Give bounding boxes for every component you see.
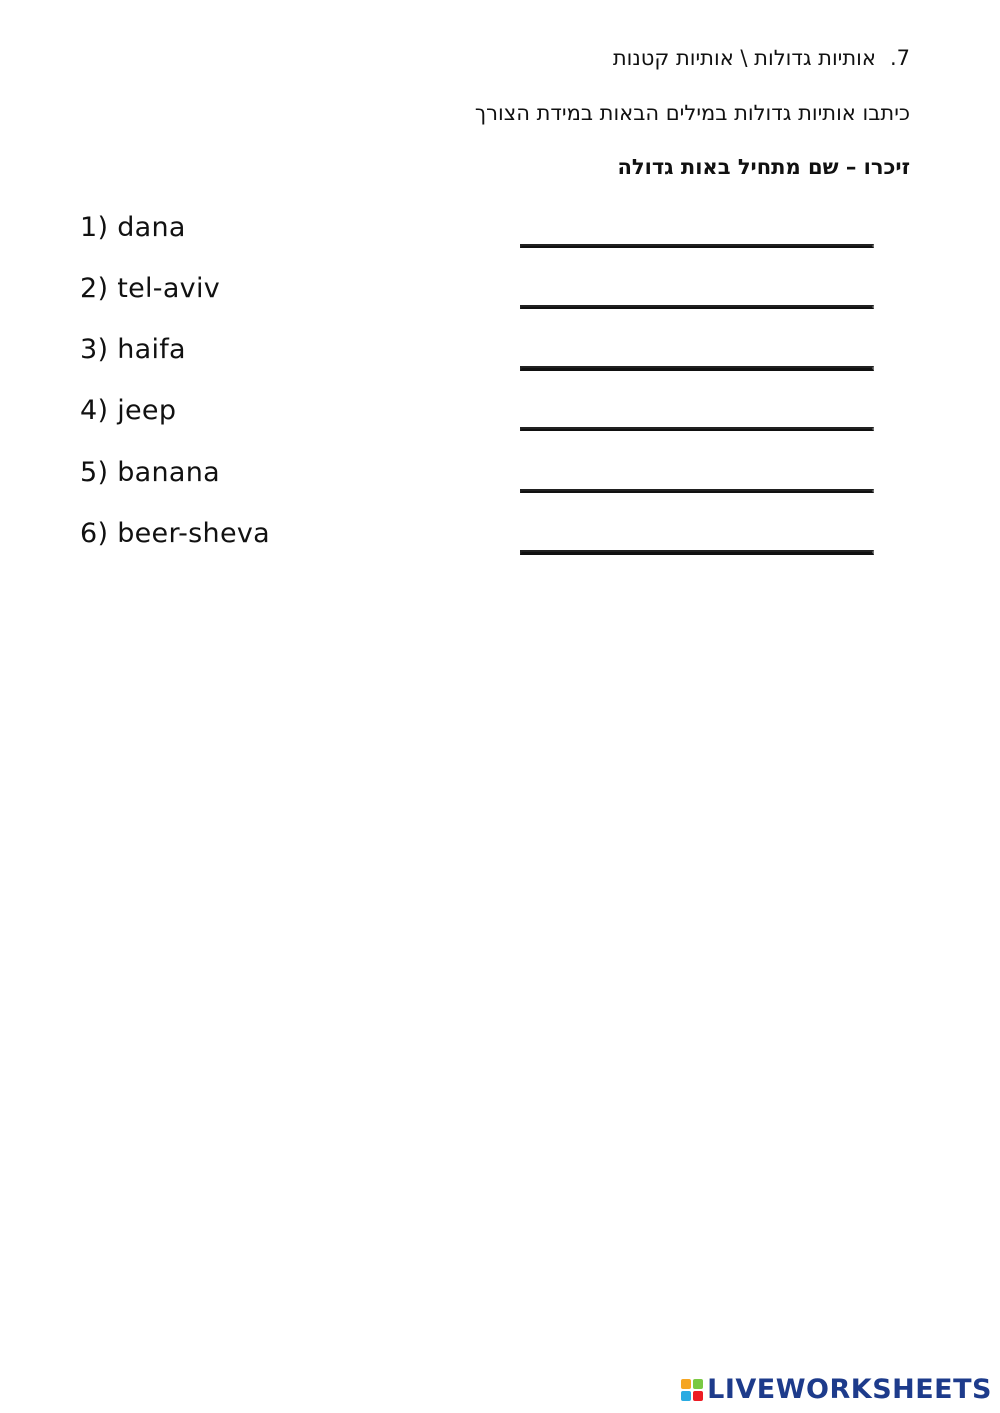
answer-input-4[interactable] xyxy=(520,427,874,431)
logo-square-icon xyxy=(693,1391,703,1401)
word-label: 6) beer-sheva xyxy=(80,518,270,549)
logo-square-icon xyxy=(681,1391,691,1401)
list-item xyxy=(0,328,1000,378)
word-label: 1) dana xyxy=(80,212,186,243)
answer-input-3[interactable] xyxy=(520,366,874,371)
list-item xyxy=(0,451,1000,501)
logo-square-icon xyxy=(693,1379,703,1389)
exercise-number: 7. xyxy=(889,46,910,70)
list-item xyxy=(0,389,1000,439)
exercise-instruction: כיתבו אותיות גדולות במילים הבאות במידת הצורך xyxy=(474,101,910,125)
list-item xyxy=(0,206,1000,256)
word-label: 2) tel-aviv xyxy=(80,273,221,304)
exercise-title-text: אותיות גדולות \ אותיות קטנות xyxy=(612,46,876,70)
word-label: 5) banana xyxy=(80,457,220,488)
brand-name: LIVEWORKSHEETS xyxy=(707,1374,992,1405)
logo-square-icon xyxy=(681,1379,691,1389)
exercise-title xyxy=(613,44,910,72)
list-item xyxy=(0,512,1000,562)
word-label: 4) jeep xyxy=(80,395,177,426)
answer-input-1[interactable] xyxy=(520,244,874,248)
liveworksheets-logo xyxy=(681,1373,992,1407)
list-item xyxy=(0,267,1000,317)
exercise-reminder: זיכרו – שם מתחיל באות גדולה xyxy=(617,155,910,179)
logo-icon xyxy=(681,1379,703,1401)
answer-input-5[interactable] xyxy=(520,489,874,493)
answer-input-2[interactable] xyxy=(520,305,874,309)
word-label: 3) haifa xyxy=(80,334,186,365)
answer-input-6[interactable] xyxy=(520,550,874,555)
